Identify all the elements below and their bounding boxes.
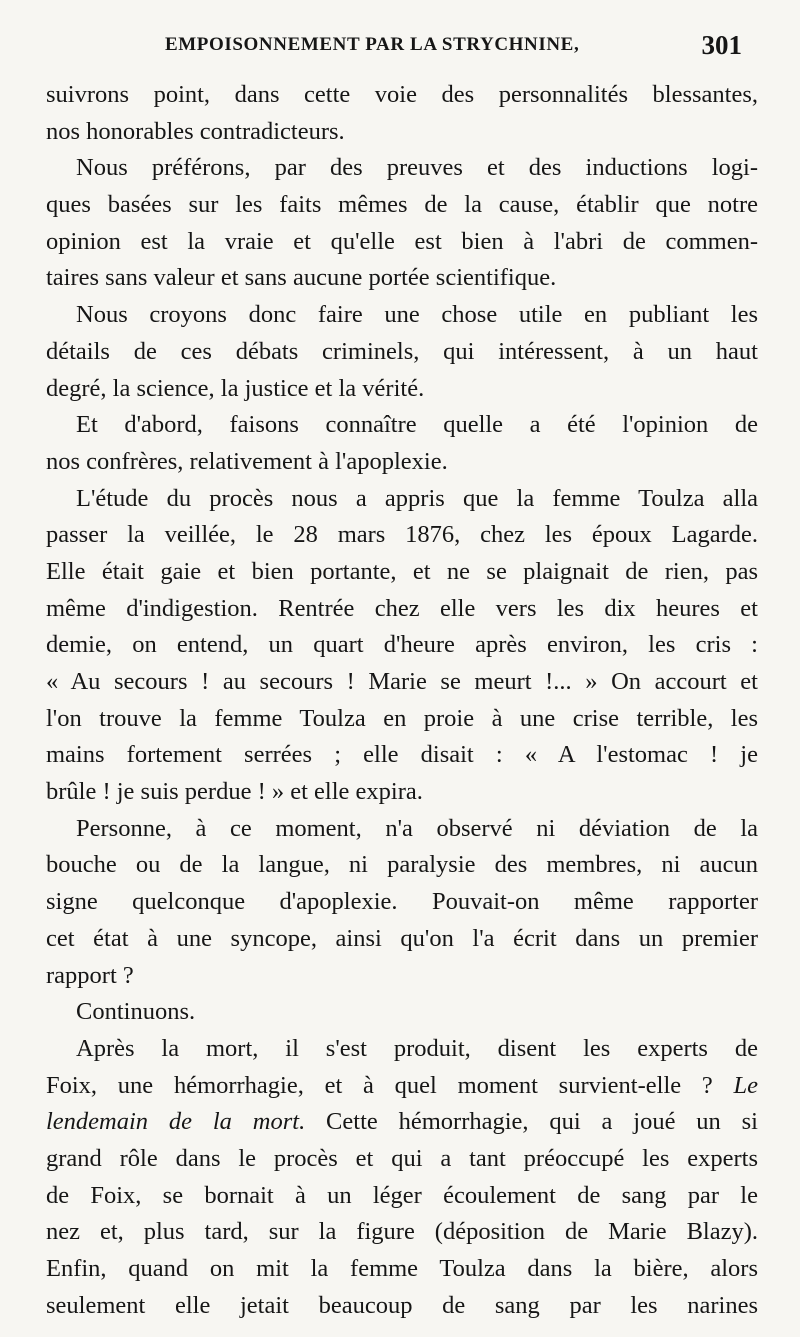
line-text: ques basées sur les faits mêmes de la cause, établir que notre bbox=[46, 191, 758, 219]
text-line bbox=[46, 444, 758, 481]
line-text: nos honorables contradicteurs. bbox=[46, 117, 345, 145]
line-text: Foix, une hémorrhagie, et à quel moment survient-elle ? bbox=[46, 1071, 734, 1099]
text-line bbox=[46, 664, 758, 701]
text-line bbox=[46, 77, 758, 114]
page-number: 301 bbox=[701, 30, 742, 60]
line-text: taires sans valeur et sans aucune portée scientifique. bbox=[46, 264, 557, 292]
text-line bbox=[46, 1068, 758, 1105]
text-line bbox=[46, 1214, 758, 1251]
text-line bbox=[46, 1031, 758, 1068]
running-title: EMPOISONNEMENT PAR LA STRYCHNINE, bbox=[165, 34, 580, 55]
text-line bbox=[46, 150, 758, 187]
line-text: rapport ? bbox=[46, 961, 134, 989]
line-text: Enfin, quand on mit la femme Toulza dans la bière, alors bbox=[46, 1255, 758, 1282]
text-line bbox=[46, 884, 758, 921]
text-line bbox=[46, 811, 758, 848]
line-text: passer la veillée, le 28 mars 1876, chez les époux Lagarde. bbox=[46, 521, 758, 549]
line-text: cet état à une syncope, ainsi qu'on l'a écrit dans un premier bbox=[46, 924, 758, 952]
line-text: Continuons. bbox=[76, 998, 196, 1026]
text-line bbox=[46, 224, 758, 261]
text-line bbox=[46, 627, 758, 664]
text-line bbox=[46, 1141, 758, 1178]
line-text: brûle ! je suis perdue ! » et elle expira. bbox=[46, 778, 423, 806]
text-line bbox=[46, 921, 758, 958]
text-line bbox=[46, 517, 758, 554]
text-line bbox=[46, 1251, 758, 1288]
text-line bbox=[46, 114, 758, 151]
line-text: seulement elle jetait beaucoup de sang par les narines bbox=[46, 1291, 758, 1319]
line-text: grand rôle dans le procès et qui a tant préoccupé les experts bbox=[46, 1144, 758, 1172]
line-text: Cette hémorrhagie, qui a joué un si bbox=[305, 1108, 758, 1136]
text-line bbox=[46, 297, 758, 334]
line-text: détails de ces débats criminels, qui intéressent, à un haut bbox=[46, 337, 758, 365]
line-text: de Foix, se bornait à un léger écoulement de sang par le bbox=[46, 1181, 758, 1209]
line-text: degré, la science, la justice et la vérité. bbox=[46, 374, 425, 402]
text-line bbox=[46, 847, 758, 884]
line-text: Nous croyons donc faire une chose utile en publiant les bbox=[76, 301, 758, 329]
line-text: mains fortement serrées ; elle disait : « A l'estomac ! je bbox=[46, 741, 758, 769]
text-line bbox=[46, 260, 758, 297]
line-text: demie, on entend, un quart d'heure après environ, les cris : bbox=[46, 631, 758, 659]
text-line bbox=[46, 1104, 758, 1141]
italic-text: lendemain de la mort. bbox=[46, 1108, 306, 1136]
text-line bbox=[46, 334, 758, 371]
line-text: même d'indigestion. Rentrée chez elle vers les dix heures et bbox=[46, 594, 758, 622]
line-text: nez et, plus tard, sur la figure (déposition de Marie Blazy). bbox=[46, 1218, 758, 1246]
line-text: suivrons point, dans cette voie des personnalités blessantes, bbox=[46, 81, 758, 108]
text-line bbox=[46, 554, 758, 591]
line-text: bouche ou de la langue, ni paralysie des membres, ni aucun bbox=[46, 851, 758, 879]
text-line bbox=[46, 187, 758, 224]
text-line bbox=[46, 481, 758, 518]
text-line bbox=[46, 994, 758, 1031]
text-line bbox=[46, 737, 758, 774]
line-text: Elle était gaie et bien portante, et ne se plaignait de rien, pas bbox=[46, 557, 758, 585]
text-line bbox=[46, 1178, 758, 1215]
text-line bbox=[46, 1288, 758, 1325]
text-line bbox=[46, 958, 758, 995]
line-text: Nous préférons, par des preuves et des inductions logi- bbox=[76, 154, 758, 182]
text-line bbox=[46, 701, 758, 738]
text-line bbox=[46, 407, 758, 444]
line-text: l'on trouve la femme Toulza en proie à une crise terrible, les bbox=[46, 704, 758, 732]
text-line bbox=[46, 591, 758, 628]
line-text: Et d'abord, faisons connaître quelle a été l'opinion de bbox=[76, 411, 758, 439]
line-text: opinion est la vraie et qu'elle est bien à l'abri de commen- bbox=[46, 227, 758, 255]
line-text: Personne, à ce moment, n'a observé ni déviation de la bbox=[76, 814, 758, 842]
line-text: nos confrères, relativement à l'apoplexie. bbox=[46, 447, 448, 475]
line-text: « Au secours ! au secours ! Marie se meurt !... » On accourt et bbox=[46, 668, 758, 695]
body-text bbox=[46, 77, 758, 1324]
text-line bbox=[46, 774, 758, 811]
line-text: Après la mort, il s'est produit, disent les experts de bbox=[76, 1034, 758, 1062]
line-text: signe quelconque d'apoplexie. Pouvait-on même rapporter bbox=[46, 888, 758, 916]
line-text: L'étude du procès nous a appris que la femme Toulza alla bbox=[76, 484, 758, 512]
text-line bbox=[46, 371, 758, 408]
italic-text: Le bbox=[733, 1071, 758, 1099]
page-header bbox=[0, 30, 800, 70]
